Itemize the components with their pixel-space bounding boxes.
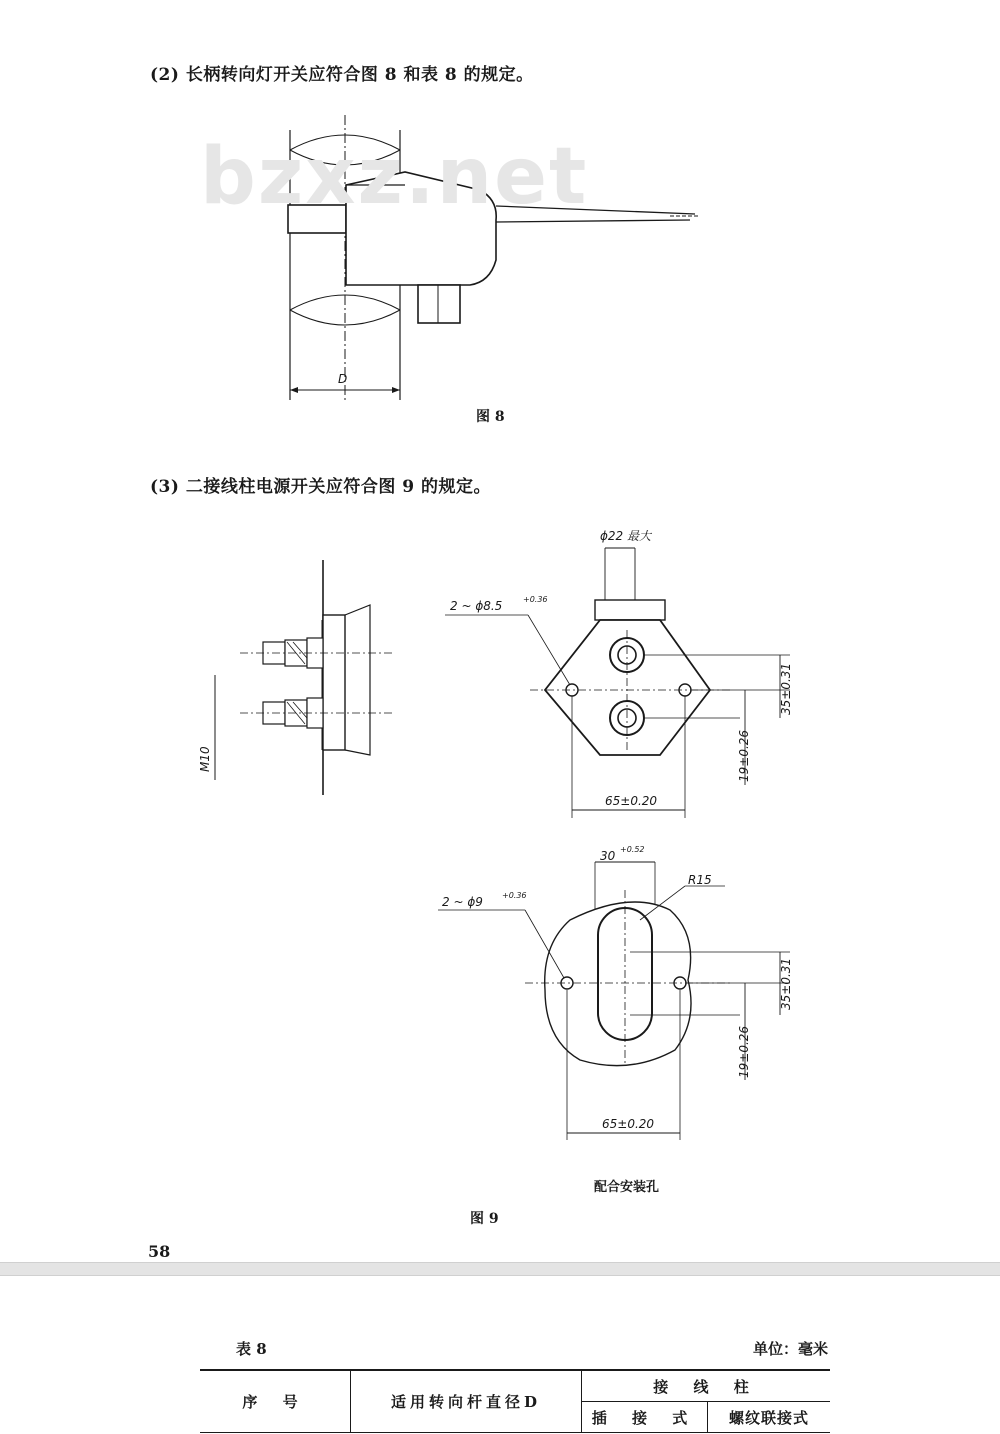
dim-65-top: 65±0.20 xyxy=(605,794,658,808)
figure-9-mounting-view xyxy=(430,840,810,1150)
dim-65-bottom: 65±0.20 xyxy=(602,1117,655,1131)
dim-19-bottom: 19±0.26 xyxy=(737,1025,751,1078)
m10-label: M10 xyxy=(198,746,212,772)
figure-9-front-view xyxy=(430,520,810,830)
dimension-d-label: D xyxy=(338,372,348,386)
clause-2-text: (2) 长柄转向灯开关应符合图 8 和表 8 的规定。 xyxy=(150,65,534,85)
hole-top-tolerance: +0.36 xyxy=(523,595,548,604)
table-8-grid xyxy=(200,1369,830,1433)
figure-9-side-view xyxy=(195,560,405,810)
header-order: 序 号 xyxy=(200,1370,351,1433)
figure-9-caption: 图 9 xyxy=(470,1211,499,1227)
slot-width-label: 30 xyxy=(600,849,616,863)
table-unit: 单位：毫米 xyxy=(752,1340,828,1358)
hole-bottom-tolerance: +0.36 xyxy=(502,891,527,900)
page-separator xyxy=(0,1262,1000,1276)
dim-35-bottom: 35±0.31 xyxy=(779,957,793,1010)
header-screw: 螺纹联接式 xyxy=(708,1402,831,1433)
header-plug: 插 接 式 xyxy=(582,1402,708,1433)
dim-35-top: 35±0.31 xyxy=(779,662,793,715)
table-title: 表 8 xyxy=(236,1340,267,1358)
dim-19-top: 19±0.26 xyxy=(737,729,751,782)
figure-8-caption: 图 8 xyxy=(476,409,505,425)
header-diameter: 适用转向杆直径D xyxy=(351,1370,582,1433)
slot-tolerance: +0.52 xyxy=(620,845,645,854)
hole-top-label: 2 ~ ϕ8.5 xyxy=(450,599,503,613)
mounting-hole-label: 配合安装孔 xyxy=(594,1180,660,1195)
watermark: bzxz.net xyxy=(200,132,589,222)
clause-3-text: (3) 二接线柱电源开关应符合图 9 的规定。 xyxy=(150,477,491,497)
phi22-label: ϕ22 最大 xyxy=(600,529,652,543)
radius-label: R15 xyxy=(688,873,712,887)
header-terminal: 接 线 柱 xyxy=(582,1370,831,1402)
hole-bottom-label: 2 ~ ϕ9 xyxy=(442,895,483,909)
table-8 xyxy=(200,1338,830,1433)
page-number: 58 xyxy=(148,1242,171,1261)
